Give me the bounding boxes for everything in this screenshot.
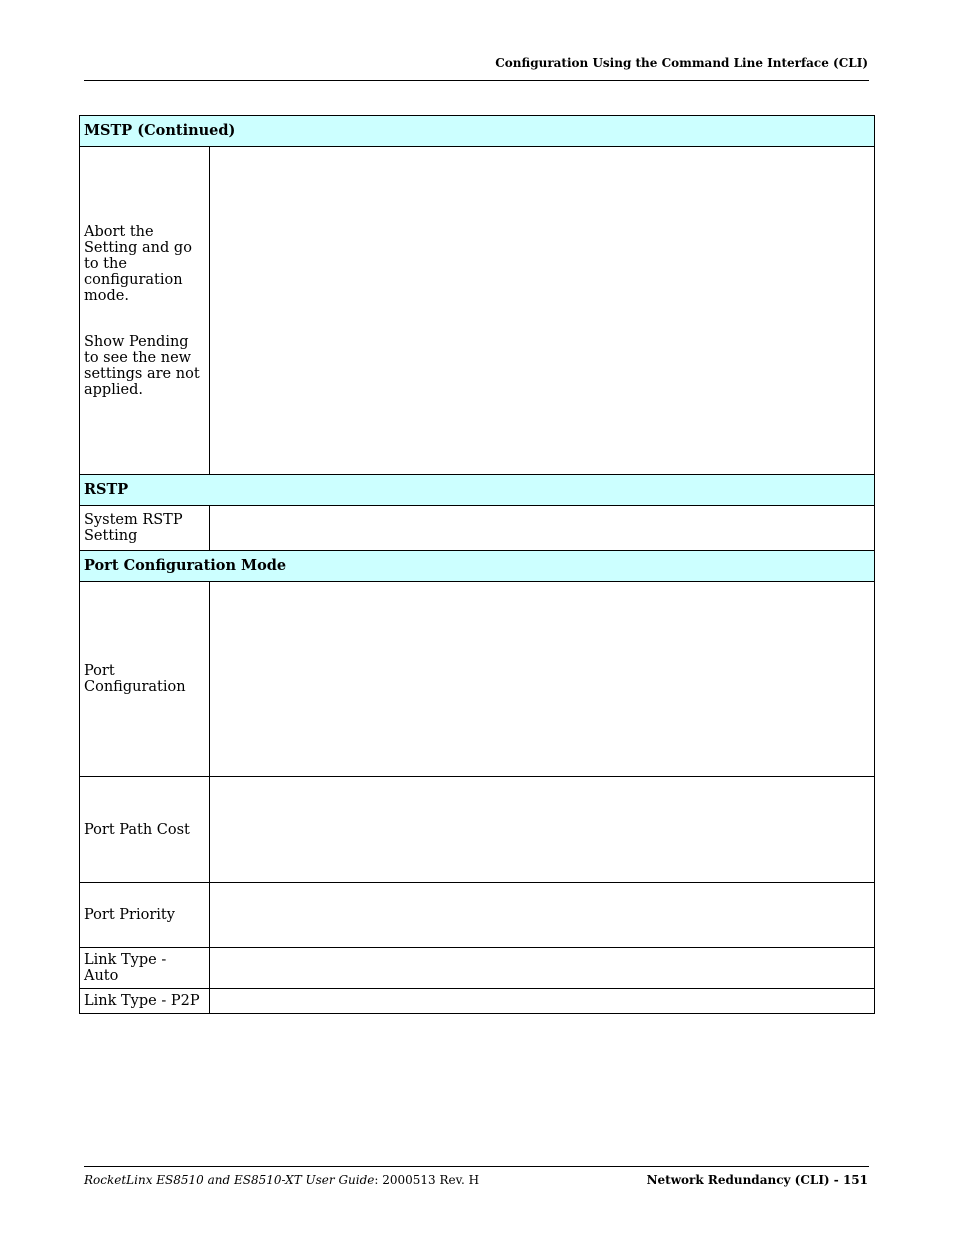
- command-cell: [210, 777, 875, 883]
- running-header: Configuration Using the Command Line Interface (CLI): [495, 56, 868, 70]
- footer-page-number: Network Redundancy (CLI) - 151: [646, 1173, 868, 1187]
- feature-label: Port Priority: [84, 907, 175, 923]
- header-divider: [84, 80, 869, 81]
- footer-document-info: [84, 1173, 479, 1187]
- section-title: RSTP: [80, 475, 875, 506]
- section-header-mstp-continued: [80, 116, 875, 147]
- section-header-port-configuration-mode: [80, 551, 875, 582]
- command-table: [79, 115, 875, 1014]
- table-row: [80, 582, 875, 777]
- paragraph-gap: [84, 304, 205, 334]
- command-cell: [210, 147, 875, 475]
- command-cell: [210, 506, 875, 551]
- table-row: [80, 147, 875, 475]
- footer-divider: [84, 1166, 869, 1167]
- feature-cell: [80, 506, 210, 551]
- table-row: [80, 883, 875, 948]
- feature-label: System RSTP Setting: [84, 512, 183, 544]
- feature-cell: [80, 883, 210, 948]
- footer-doc-number: : 2000513 Rev. H: [374, 1173, 480, 1187]
- command-cell: [210, 582, 875, 777]
- feature-label: Show Pending to see the new settings are not applied.: [84, 333, 200, 398]
- feature-label: Port Configuration: [84, 663, 186, 695]
- feature-label: Link Type - P2P: [84, 993, 200, 1009]
- feature-label: Port Path Cost: [84, 821, 190, 838]
- feature-label: Abort the Setting and go to the configuration mode.: [84, 223, 192, 304]
- section-title: MSTP (Continued): [80, 116, 875, 147]
- section-header-rstp: [80, 475, 875, 506]
- table-row: [80, 777, 875, 883]
- feature-label: Link Type - Auto: [84, 952, 167, 984]
- feature-cell: [80, 777, 210, 883]
- table-row: [80, 948, 875, 989]
- command-cell: [210, 948, 875, 989]
- table-row: [80, 989, 875, 1014]
- feature-cell: [80, 989, 210, 1014]
- command-cell: [210, 883, 875, 948]
- feature-cell: [80, 948, 210, 989]
- section-title: Port Configuration Mode: [80, 551, 875, 582]
- command-cell: [210, 989, 875, 1014]
- feature-cell: [80, 582, 210, 777]
- feature-cell: [80, 147, 210, 475]
- table-row: [80, 506, 875, 551]
- footer-doc-title: RocketLinx ES8510 and ES8510-XT User Guide: [84, 1173, 375, 1187]
